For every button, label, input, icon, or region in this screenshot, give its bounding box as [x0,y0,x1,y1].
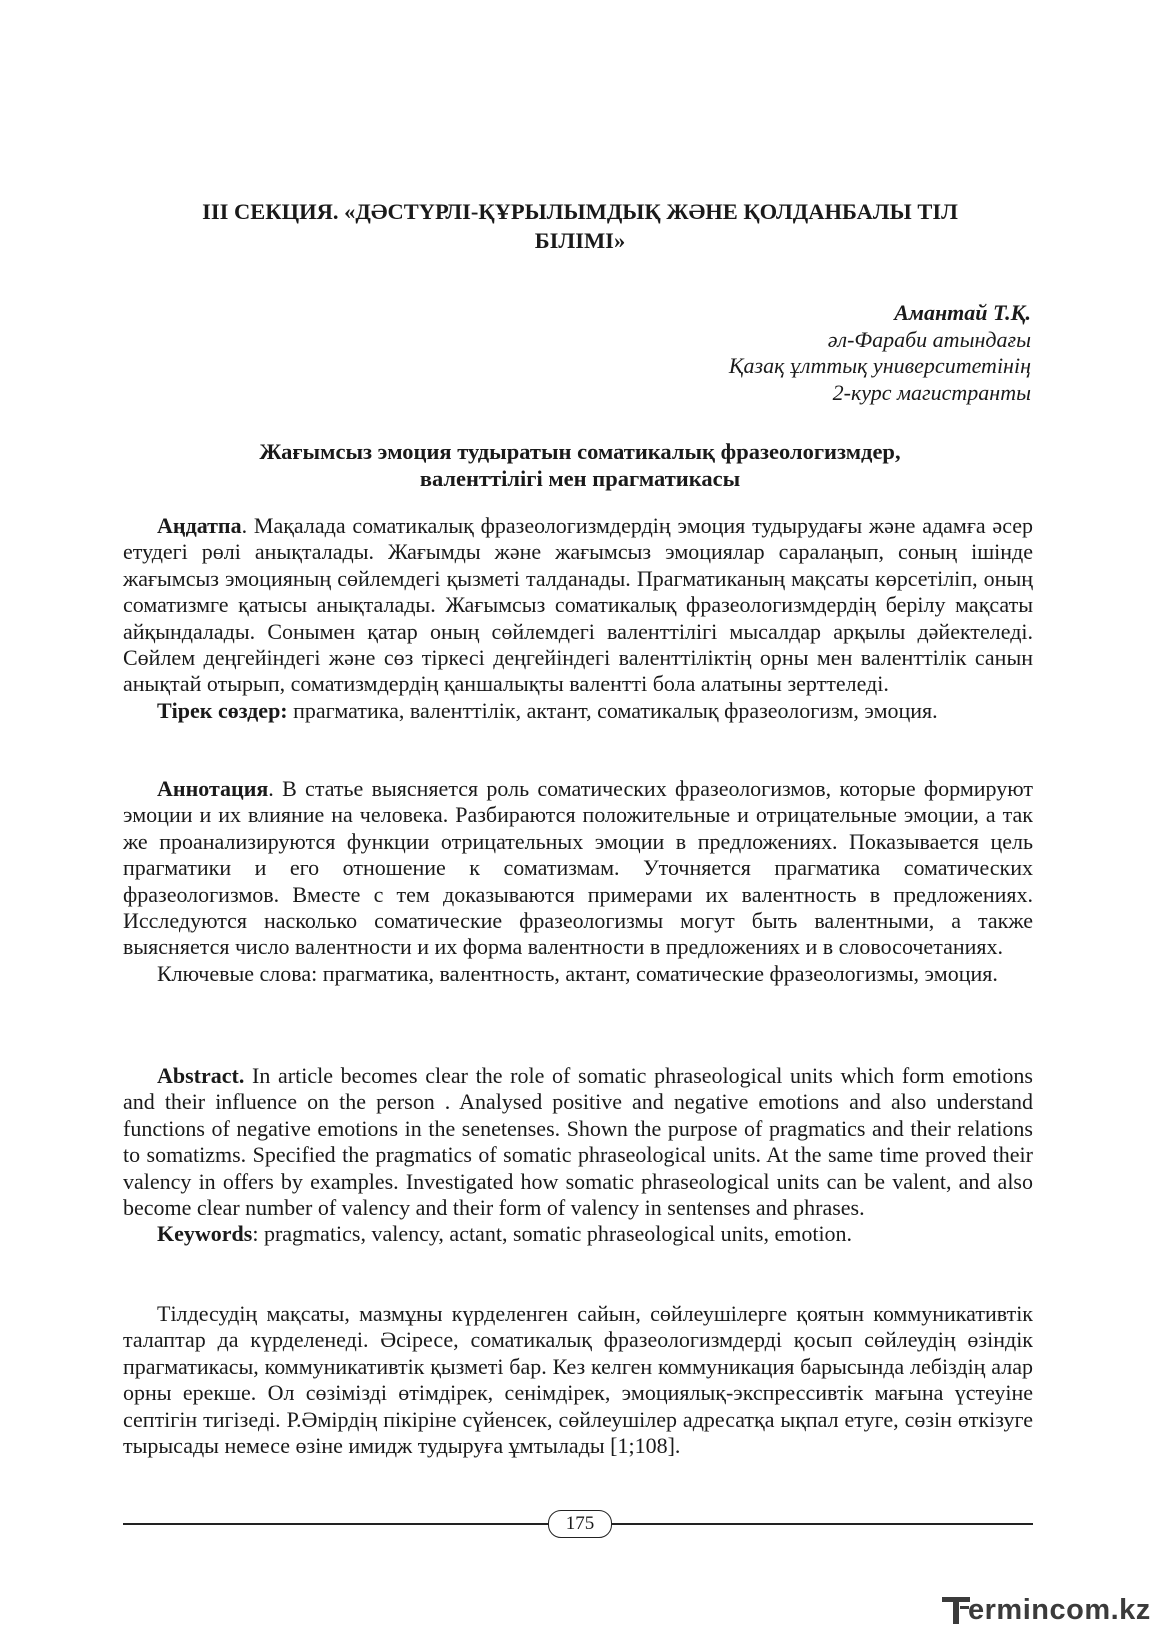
article-title-line1: Жағымсыз эмоция тудыратын соматикалық фразеологизмдер, [259,439,901,464]
kazakh-abstract-label: Аңдатпа [157,513,242,538]
article-title-line2: валенттілігі мен прагматикасы [419,466,741,491]
english-keywords-text: : pragmatics, valency, actant, somatic phraseological units, emotion. [252,1221,853,1247]
author-name: Амантай Т.Қ. [894,300,1031,325]
russian-abstract-label: Аннотация [157,776,269,801]
watermark-text: ermincom.kz [968,1594,1151,1626]
author-block [729,300,1031,406]
kazakh-abstract-text: . Мақалада соматикалық фразеологизмдердің эмоция тудырудағы және адамға әсер етудегі рөлі анықталады. Жағымды және жағымсыз эмоциялар саралаңып, соның ішінде жағымсыз эмоцияның сөйлемдегі қызметі талданады. Прагматиканың мақсаты көрсетіліп, оның соматизмге қатысы анықталады. Жағымсыз соматикалық фразеологизмдердің берілу мақсаты айқындалады. Сонымен қатар оның сөйлемдегі валенттілігі мысалдар арқылы дәйектеледі. Сөйлем деңгейіндегі және сөз тіркесі деңгейіндегі валенттіліктің орны мен валенттілік санын анықтай отырып, соматизмдердің қаншалықты валентті бола алатыны зерттеледі. [123,513,1033,697]
english-abstract [123,1063,1033,1248]
english-abstract-text: In article becomes clear the role of somatic phraseological units which form emotions and their influence on the person . Analysed positive and negative emotions and also understand functions of negative emotions in the senetenses. Shown the purpose of pragmatics and their relations to somatizms. Specified the pragmatics of somatic phraseological units. At the same time proved their valency in offers by examples. Investigated how somatic phraseological units can be valent, and also become clear number of valency and their form of valency in sentenses and phrases. [123,1063,1033,1221]
russian-abstract-text: . В статье выясняется роль соматических фразеологизмов, которые формируют эмоции и их влияние на человека. Разбираются положительные и отрицательные эмоции, а так же проанализируются функции отрицательных эмоции в предложениях. Показывается цель прагматики и его отношение к соматизмам. Уточняется прагматика соматических фразеологизмов. Вместе с тем доказываются примерами их валентность в предложениях. Исследуются насколько соматические фразеологизмы могут быть валентными, а также выясняется число валентности и их форма валентности в предложениях и в словосочетаниях. [123,776,1033,960]
page-number: 175 [548,1510,612,1538]
kazakh-abstract-paragraph [123,513,1033,698]
body-paragraph: Тілдесудің мақсаты, мазмұны күрделенген сайын, сөйлеушілерге қоятын коммуникативтік талаптар да күрделенеді. Әсіресе, соматикалық фразеологизмдерді қосып сөйлеудің өзіндік прагматикасы, коммуникативтік қызметі бар. Кез келген коммуникация барысында лебіздің алар орны ерекше. Ол сөзімізді өтімдірек, сенімдірек, эмоциялық-экспрессивтік мағына үстеуіне септігін тигізеді. Р.Әмірдің пікіріне сүйенсек, сөйлеушілер адресатқа ықпал етуге, сөзін өткізуге тырысады немесе өзіне имидж тудыруға ұмтылады [1;108]. [123,1301,1033,1459]
watermark-logo [940,1592,1151,1628]
author-affiliation-line3: 2-курс магистранты [832,379,1031,405]
kazakh-abstract [123,513,1033,724]
author-affiliation-line2: Қазақ ұлттық университетінің [728,353,1031,378]
article-title [140,438,1020,492]
russian-abstract [123,776,1033,987]
english-keywords-label: Keywords [157,1221,253,1247]
kazakh-keywords-text: прагматика, валенттілік, актант, соматикалық фразеологизм, эмоция. [287,697,938,723]
section-title-line1: III СЕКЦИЯ. «ДӘСТҮРЛІ-ҚҰРЫЛЫМДЫҚ ЖӘНЕ ҚОЛДАНБАЛЫ ТІЛ [202,199,958,224]
section-title-line2: БІЛІМІ» [534,228,626,253]
russian-abstract-paragraph [123,776,1033,961]
section-title [140,197,1020,255]
english-keywords [123,1221,1033,1247]
english-abstract-label: Abstract. [157,1063,245,1088]
author-affiliation-line1: әл-Фараби атындағы [827,326,1031,352]
english-abstract-paragraph [123,1063,1033,1221]
kazakh-keywords [123,698,1033,724]
russian-keywords: Ключевые слова: прагматика, валентность, актант, соматические фразеологизмы, эмоция. [157,960,998,986]
kazakh-keywords-label: Тірек сөздер: [157,697,288,723]
body-text [123,1301,1033,1459]
